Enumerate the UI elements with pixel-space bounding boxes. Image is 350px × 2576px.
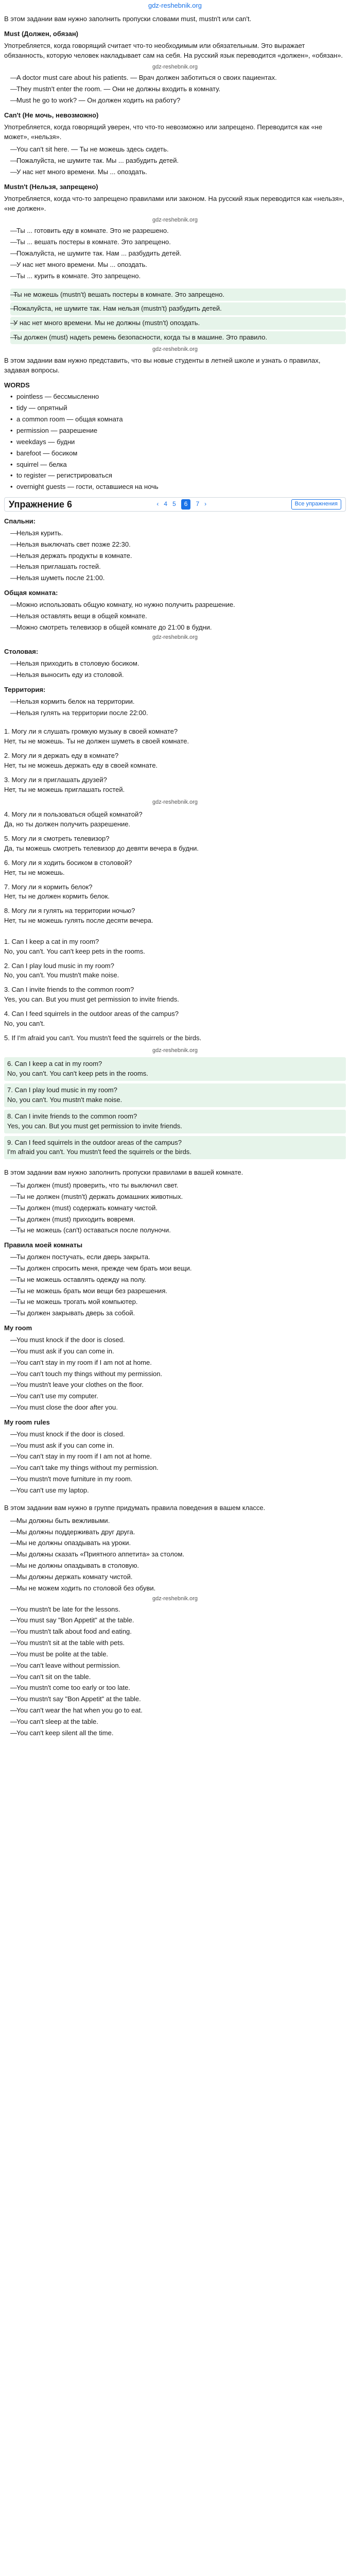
task-item: — Ты должен (must) содержать комнату чистой.	[10, 1204, 346, 1213]
rule-item: — Мы должны поддерживать друг друга.	[10, 1528, 346, 1537]
heading-cant: Can't (Не мочь, невозможно)	[4, 111, 99, 119]
watermark: gdz-reshebnik.org	[152, 346, 198, 352]
site-header[interactable]: gdz-reshebnik.org	[148, 2, 202, 9]
question: 3. Могу ли я приглашать друзей?	[4, 775, 107, 784]
my-rules-list	[4, 1430, 346, 1496]
question: 4. Могу ли я пользоваться общей комнатой?	[4, 810, 143, 819]
rule-item: — You mustn't sit at the table with pets.	[10, 1638, 346, 1648]
rule-item: — Мы не должны опаздывать на уроки.	[10, 1538, 346, 1548]
question: 7. Могу ли я кормить белок?	[4, 883, 93, 891]
qa-pair	[4, 1032, 346, 1044]
translated-example: — Пожалуйста, не шумите так. Нам нельзя (mustn't) разбудить детей.	[10, 302, 346, 315]
qa-pair	[4, 1008, 346, 1030]
vocab-item: • pointless — бессмысленно	[10, 392, 346, 402]
intro-paragraph: В этом задании вам нужно заполнить пропуски словами must, mustn't или can't.	[4, 15, 252, 23]
examples-cant	[4, 145, 346, 177]
rule-item: — You can't sit on the table.	[10, 1672, 346, 1682]
rule-item: — Ты не можешь брать мои вещи без разрешения.	[10, 1286, 346, 1296]
exercise-pager	[156, 499, 206, 509]
task-item: — Ты должен (must) приходить вовремя.	[10, 1215, 346, 1225]
rule-item: — Ты не можешь оставлять одежду на полу.	[10, 1275, 346, 1285]
task-item: — Ты не должен (mustn't) держать домашних животных.	[10, 1192, 346, 1202]
vocab-title: WORDS	[4, 381, 30, 389]
vocab-item: • a common room — общая комната	[10, 415, 346, 425]
rule-item: — You mustn't be late for the lessons.	[10, 1605, 346, 1615]
rule-item: — Нельзя оставлять вещи в общей комнате.	[10, 612, 346, 621]
answer: Нет, ты не можешь гулять после десяти вечера.	[4, 917, 153, 925]
must-description: Употребляется, когда говорящий считает что-то необходимым или обязательным. Это выражает обязанность, которую человек накладывает сам на себя. На русский язык переводится «должен», «обязан».	[4, 41, 343, 59]
rule-item: — Ты должен постучать, если дверь закрыта.	[10, 1252, 346, 1262]
task-item: — Ты должен (must) проверить, что ты выключил свет.	[10, 1181, 346, 1191]
exercise-title: Упражнение 6	[9, 499, 72, 510]
garden-heading: Территория:	[4, 685, 46, 693]
example-item: — They mustn't enter the room. — Они не должны входить в комнату.	[10, 84, 346, 94]
rule-item: — Мы не можем ходить по столовой без обуви.	[10, 1584, 346, 1594]
rule-item: — You can't use my laptop.	[10, 1486, 346, 1496]
answer: Нет, ты не можешь держать еду в своей комнате.	[4, 761, 158, 769]
task-b-intro: В этом задании вам нужно заполнить пропуски правилами в вашей комнате.	[4, 1168, 243, 1177]
rule-item: — You can't keep silent all the time.	[10, 1728, 346, 1738]
task-item: — Ты не можешь (can't) оставаться после полуночи.	[10, 1226, 346, 1235]
vocab-list	[4, 392, 346, 492]
qa-pair	[4, 1110, 346, 1133]
examples-mustnt	[4, 226, 346, 281]
vocab-item: • barefoot — босиком	[10, 449, 346, 459]
rule-item: — Мы не должны опаздывать в столовую.	[10, 1561, 346, 1571]
rule-item: — Нельзя держать продукты в комнате.	[10, 551, 346, 561]
questions-ru	[4, 726, 346, 926]
example-item: — У нас нет много времени. Мы ... опоздать.	[10, 260, 346, 270]
rule-item: — You mustn't say "Bon Appetit" at the table.	[10, 1694, 346, 1704]
page-link[interactable]: 5	[172, 500, 176, 508]
common-heading: Общая комната:	[4, 589, 58, 597]
answer: Yes, you can. But you must get permission to invite friends.	[4, 995, 179, 1004]
watermark: gdz-reshebnik.org	[152, 634, 198, 641]
qa-pair	[4, 1057, 346, 1081]
rule-item: — Нельзя приходить в столовую босиком.	[10, 659, 346, 669]
qa-pair	[4, 774, 346, 796]
translated-examples	[4, 289, 346, 344]
question: 8. Can I invite friends to the common room?	[7, 1112, 137, 1120]
question: 6. Могу ли я ходить босиком в столовой?	[4, 858, 132, 867]
rule-item: — You mustn't talk about food and eating.	[10, 1627, 346, 1637]
translated-example: — Ты должен (must) надеть ремень безопасности, когда ты в машине. Это правило.	[10, 331, 346, 344]
rule-item: — Нельзя приглашать гостей.	[10, 562, 346, 572]
heading-must: Must (Должен, обязан)	[4, 29, 79, 38]
translated-example: — У нас нет много времени. Мы не должны (mustn't) опоздать.	[10, 317, 346, 330]
rule-item: — Можно использовать общую комнату, но нужно получить разрешение.	[10, 600, 346, 610]
rule-item: — You can't stay in my room if I am not at home.	[10, 1452, 346, 1462]
rule-item: — You can't use my computer.	[10, 1392, 346, 1401]
vocab-item: • squirrel — белка	[10, 460, 346, 470]
question: 3. Can I invite friends to the common room?	[4, 986, 134, 994]
answer: Нет, ты не должен кормить белок.	[4, 892, 110, 901]
answers-en	[4, 936, 346, 1159]
qa-pair	[4, 857, 346, 879]
question: 4. Can I feed squirrels in the outdoor areas of the campus?	[4, 1009, 179, 1018]
watermark: gdz-reshebnik.org	[152, 64, 198, 71]
example-item: — A doctor must care about his patients. — Врач должен заботиться о своих пациентах.	[10, 73, 346, 83]
vocab-item: • permission — разрешение	[10, 426, 346, 436]
my-room-heading: My room	[4, 1324, 32, 1332]
exercise-navigation	[4, 497, 346, 512]
rule-item: — Мы должны быть вежливыми.	[10, 1516, 346, 1526]
garden-rules	[4, 697, 346, 718]
rule-item: — You can't stay in my room if I am not at home.	[10, 1358, 346, 1368]
dining-rules	[4, 659, 346, 680]
answer: Да, но ты должен получить разрешение.	[4, 820, 131, 828]
question: 2. Могу ли я держать еду в комнате?	[4, 752, 119, 760]
question: 9. Can I feed squirrels in the outdoor areas of the campus?	[7, 1138, 182, 1146]
rule-item: — Нельзя шуметь после 21:00.	[10, 573, 346, 583]
rule-item: — Можно смотреть телевизор в общей комнате до 21:00 в будни.	[10, 623, 346, 633]
task-c-en	[4, 1605, 346, 1738]
all-exercises-button[interactable]: Все упражнения	[291, 499, 341, 510]
room-rules-ru	[4, 1252, 346, 1318]
rule-item: — You mustn't come too early or too late.	[10, 1683, 346, 1693]
rule-item: — Мы должны держать комнату чистой.	[10, 1572, 346, 1582]
qa-pair	[4, 882, 346, 903]
qa-pair	[4, 960, 346, 982]
qa-pair	[4, 1083, 346, 1107]
bedroom-heading: Спальни:	[4, 517, 36, 526]
watermark: gdz-reshebnik.org	[152, 217, 198, 224]
rule-item: — Ты должен закрывать дверь за собой.	[10, 1309, 346, 1318]
heading-mustnt: Mustn't (Нельзя, запрещено)	[4, 182, 98, 191]
my-room-list	[4, 1335, 346, 1413]
vocab-item: • to register — регистрироваться	[10, 471, 346, 481]
rule-item: — You can't touch my things without my permission.	[10, 1369, 346, 1379]
page-link[interactable]: 4	[164, 500, 168, 508]
qa-pair	[4, 984, 346, 1006]
question: 2. Can I play loud music in my room?	[4, 961, 114, 970]
rule-item: — You can't sleep at the table.	[10, 1717, 346, 1727]
next-icon[interactable]: ›	[204, 500, 207, 508]
answer: Да, ты можешь смотреть телевизор до девяти вечера в будни.	[4, 844, 199, 852]
question: 5. Могу ли я смотреть телевизор?	[4, 835, 110, 843]
rule-item: — You must knock if the door is closed.	[10, 1430, 346, 1439]
rule-item: — You must close the door after you.	[10, 1403, 346, 1413]
vocab-item: • weekdays — будни	[10, 437, 346, 447]
answer: Нет, ты не можешь. Ты не должен шуметь в своей комнате.	[4, 737, 189, 745]
prev-icon[interactable]: ‹	[156, 500, 159, 508]
example-item: — Ты ... готовить еду в комнате. Это не разрешено.	[10, 226, 346, 236]
example-item: — Must he go to work? — Он должен ходить на работу?	[10, 96, 346, 106]
room-rules-heading: Правила моей комнаты	[4, 1241, 83, 1249]
mustnt-description: Употребляется, когда что-то запрещено правилами или законом. На русский язык переводится как «нельзя», «не должен».	[4, 194, 344, 212]
task-c-intro: В этом задании вам нужно в группе придумать правила поведения в вашем классе.	[4, 1503, 266, 1512]
page-link[interactable]: 7	[196, 500, 200, 508]
rule-item: — Нельзя гулять на территории после 22:00.	[10, 708, 346, 718]
example-item: — У нас нет много времени. Мы ... опоздать.	[10, 167, 346, 177]
rule-item: — Ты не можешь трогать мой компьютер.	[10, 1297, 346, 1307]
answer: No, you can't. You can't keep pets in the rooms.	[7, 1070, 148, 1078]
answer: I'm afraid you can't. You mustn't feed the squirrels or the birds.	[7, 1148, 191, 1156]
question: 7. Can I play loud music in my room?	[7, 1086, 117, 1094]
qa-pair	[4, 905, 346, 927]
task-c-ru	[4, 1516, 346, 1594]
watermark: gdz-reshebnik.org	[152, 799, 198, 805]
rule-item: — You must say "Bon Appetit" at the table.	[10, 1616, 346, 1625]
qa-pair	[4, 726, 346, 748]
example-item: — Ты ... курить в комнате. Это запрещено.	[10, 272, 346, 281]
rule-item: — Мы должны сказать «Приятного аппетита» за столом.	[10, 1550, 346, 1560]
rule-item: — Нельзя курить.	[10, 529, 346, 538]
rule-item: — Нельзя кормить белок на территории.	[10, 697, 346, 707]
bedroom-rules	[4, 529, 346, 583]
question: 8. Могу ли я гулять на территории ночью?	[4, 907, 135, 915]
rule-item: — You mustn't leave your clothes on the floor.	[10, 1380, 346, 1390]
rule-item: — You must ask if you can come in.	[10, 1441, 346, 1451]
rule-item: — You can't leave without permission.	[10, 1661, 346, 1671]
page-link-current[interactable]: 6	[181, 499, 191, 509]
vocab-item: • tidy — опрятный	[10, 403, 346, 413]
example-item: — Пожалуйста, не шумите так. Мы ... разбудить детей.	[10, 156, 346, 166]
common-rules	[4, 600, 346, 633]
qa-pair	[4, 750, 346, 772]
vocab-item: • overnight guests — гости, оставшиеся на ночь	[10, 482, 346, 492]
rule-item: — Нельзя выносить еду из столовой.	[10, 670, 346, 680]
answer: No, you can't.	[4, 1019, 45, 1027]
question: 6. Can I keep a cat in my room?	[7, 1060, 102, 1068]
answer: No, you can't. You mustn't make noise.	[4, 971, 119, 979]
watermark: gdz-reshebnik.org	[152, 1047, 198, 1054]
answer: No, you can't. You mustn't make noise.	[7, 1095, 122, 1104]
example-item: — Ты ... вешать постеры в комнате. Это запрещено.	[10, 238, 346, 247]
example-item: — Пожалуйста, не шумите так. Нам ... разбудить детей.	[10, 249, 346, 259]
rule-item: — Нельзя выключать свет позже 22:30.	[10, 540, 346, 550]
question: 1. Can I keep a cat in my room?	[4, 937, 99, 945]
question: 1. Могу ли я слушать громкую музыку в своей комнате?	[4, 727, 178, 736]
example-item: — You can't sit here. — Ты не можешь здесь сидеть.	[10, 145, 346, 155]
dining-heading: Столовая:	[4, 648, 39, 656]
watermark: gdz-reshebnik.org	[152, 1595, 198, 1602]
rule-item: — You mustn't move furniture in my room.	[10, 1475, 346, 1484]
cant-description: Употребляется, когда говорящий уверен, что что-то невозможно или запрещено. Переводится как «не может», «нельзя».	[4, 123, 323, 141]
rule-item: — Ты должен спросить меня, прежде чем брать мои вещи.	[10, 1264, 346, 1274]
rule-item: — You must ask if you can come in.	[10, 1347, 346, 1357]
answer: No, you can't. You can't keep pets in the rooms.	[4, 947, 145, 955]
answer: Нет, ты не можешь.	[4, 868, 65, 876]
rule-item: — You can't wear the hat when you go to eat.	[10, 1706, 346, 1716]
question: 5. If I'm afraid you can't. You mustn't feed the squirrels or the birds.	[4, 1033, 202, 1042]
qa-pair	[4, 833, 346, 855]
rule-item: — You can't take my things without my permission.	[10, 1463, 346, 1473]
summary-paragraph: В этом задании вам нужно представить, что вы новые студенты в летней школе и узнать о правилах, задавая вопросы.	[4, 356, 321, 374]
qa-pair	[4, 1136, 346, 1160]
translated-example: — Ты не можешь (mustn't) вешать постеры в комнате. Это запрещено.	[10, 289, 346, 301]
qa-pair	[4, 809, 346, 831]
answer: Нет, ты не можешь приглашать гостей.	[4, 785, 125, 793]
qa-pair	[4, 936, 346, 958]
answer: Yes, you can. But you must get permission to invite friends.	[7, 1122, 182, 1130]
rule-item: — You must knock if the door is closed.	[10, 1335, 346, 1345]
my-rules-heading: My room rules	[4, 1418, 50, 1426]
examples-must	[4, 73, 346, 106]
task-b-items	[4, 1181, 346, 1235]
rule-item: — You must be polite at the table.	[10, 1650, 346, 1659]
